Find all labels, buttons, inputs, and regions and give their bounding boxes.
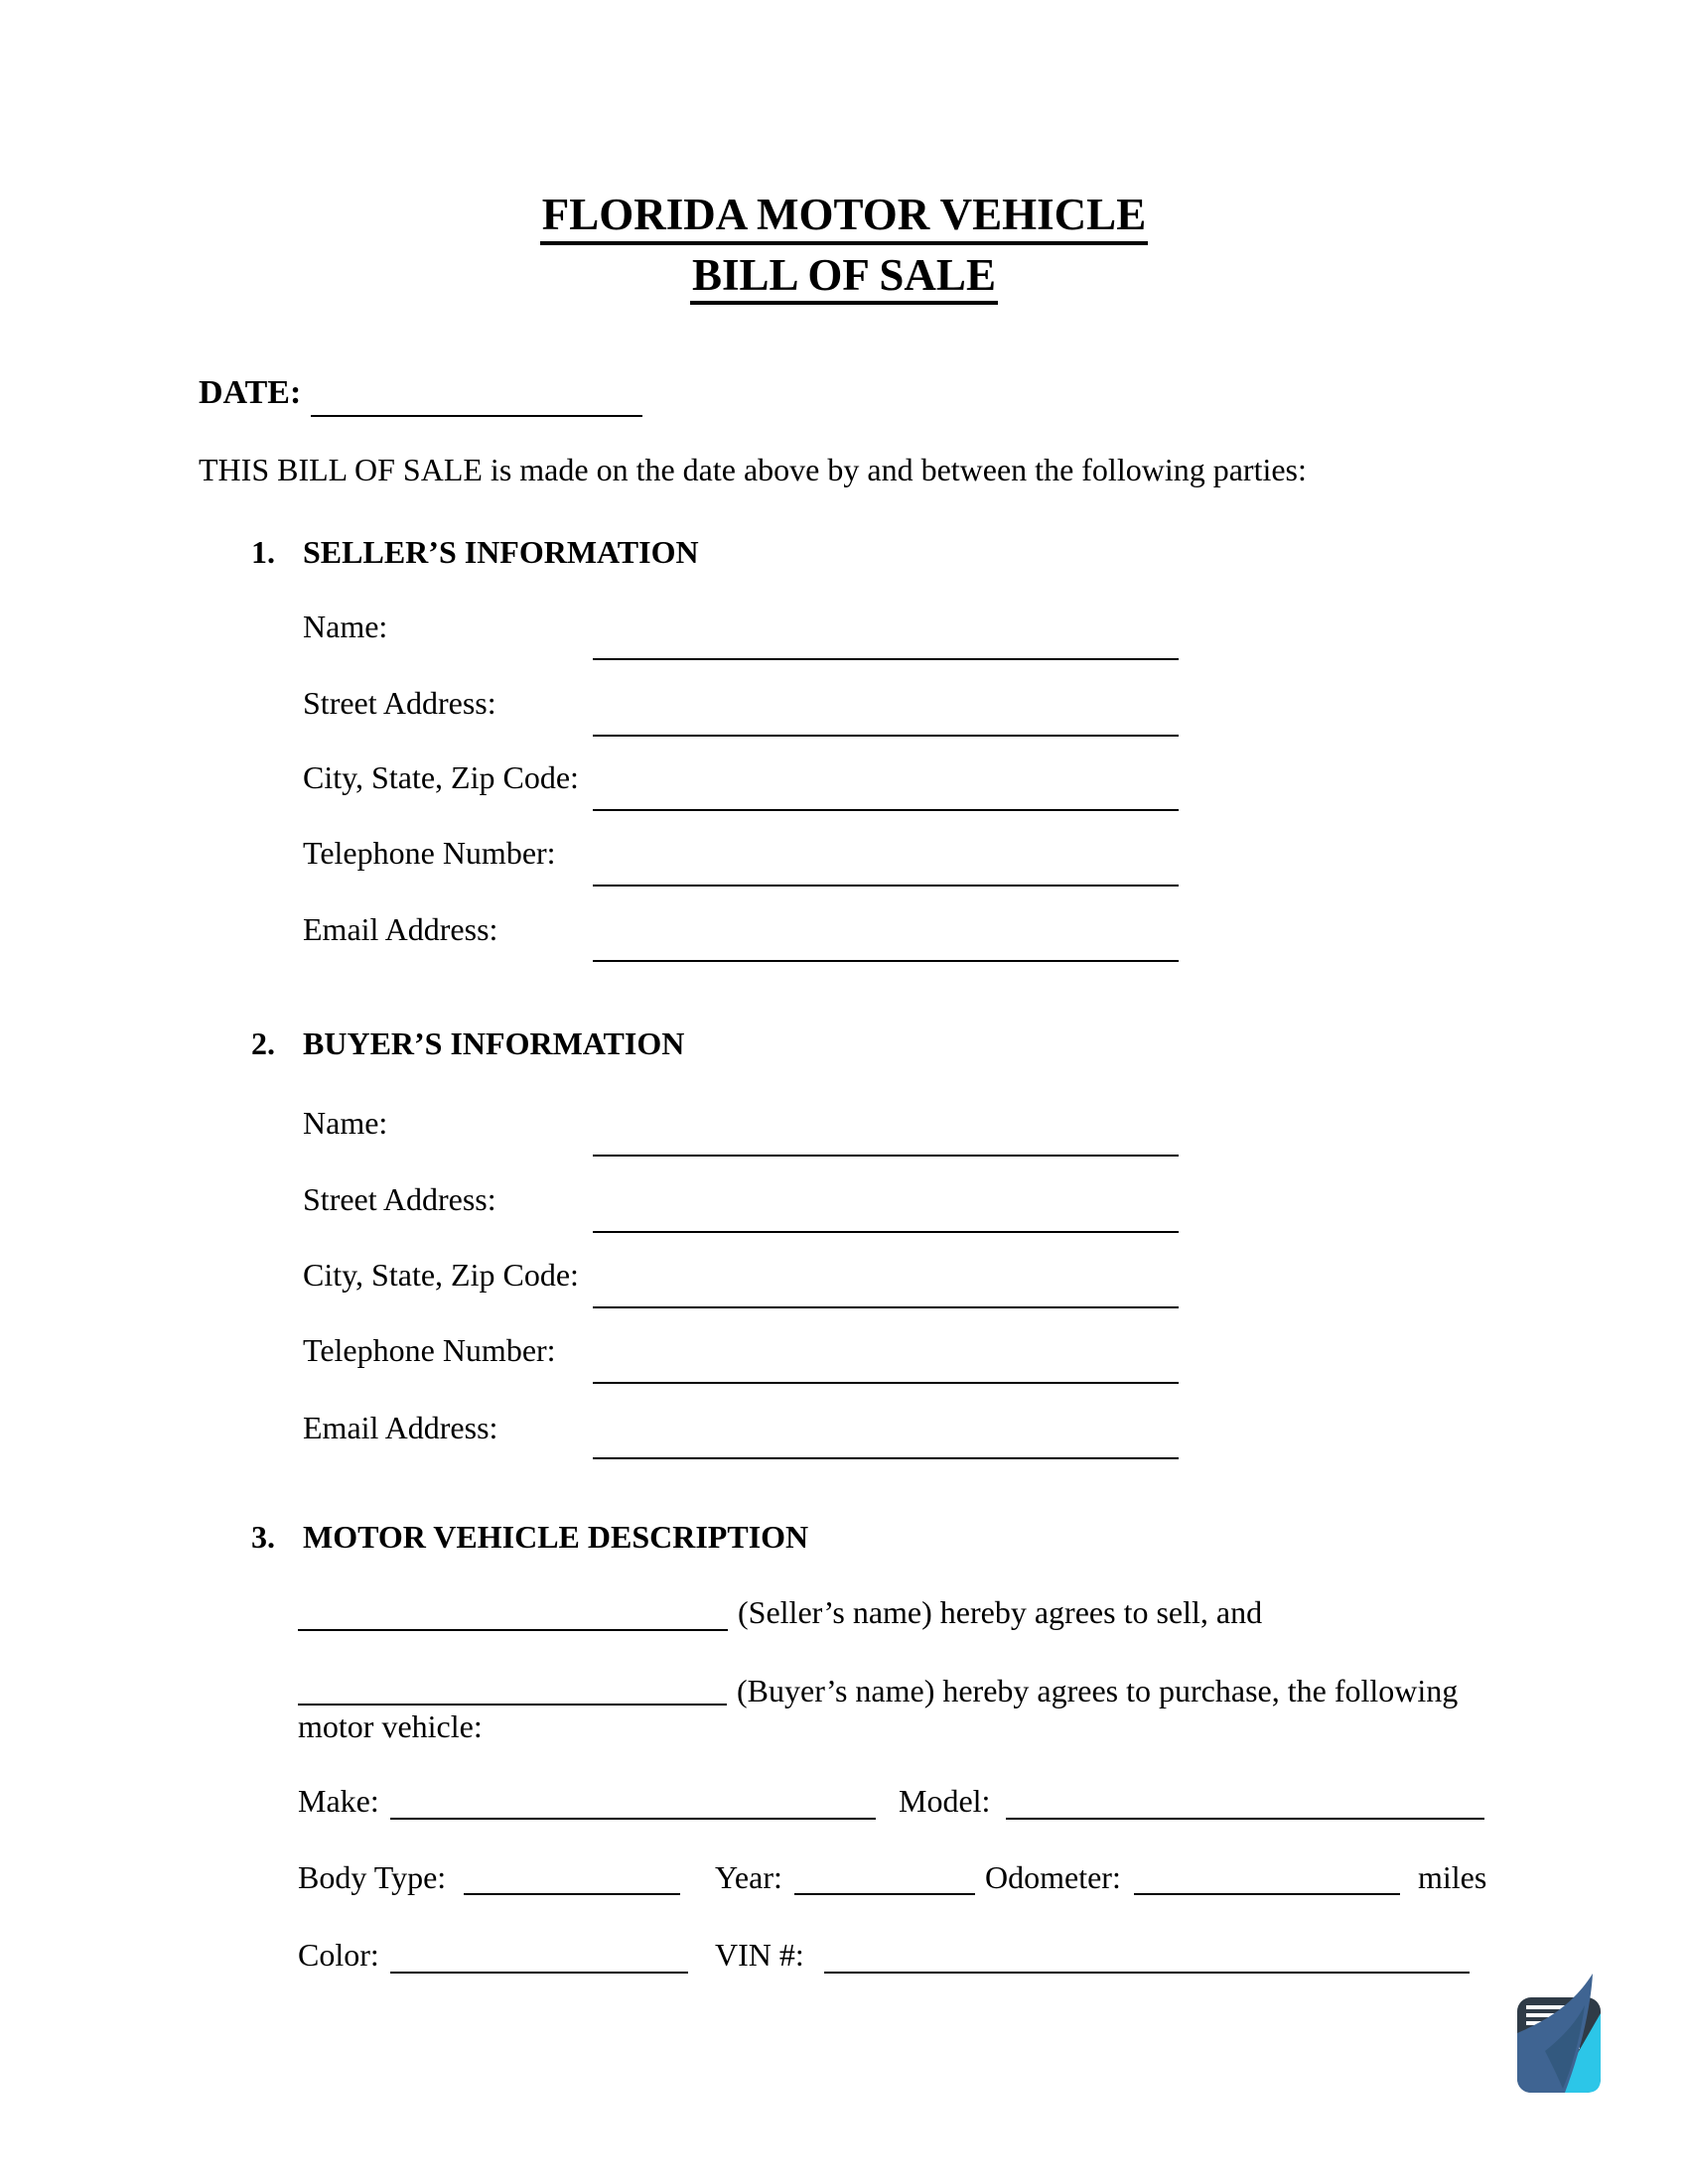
make-line[interactable] <box>390 1818 876 1820</box>
miles-suffix: miles <box>1418 1859 1487 1895</box>
seller-telephone-label: Telephone Number: <box>303 835 556 871</box>
buyer-city-state-zip-label: City, State, Zip Code: <box>303 1257 579 1293</box>
buyer-agrees-text: (Buyer’s name) hereby agrees to purchase, the following <box>737 1673 1459 1708</box>
buyer-name-blank-line[interactable] <box>298 1704 727 1706</box>
section-2-title: BUYER’S INFORMATION <box>303 1025 685 1061</box>
seller-city-state-zip-line[interactable] <box>593 809 1179 811</box>
seller-email-label: Email Address: <box>303 911 498 947</box>
buyer-email-line[interactable] <box>593 1457 1179 1459</box>
date-field-line[interactable] <box>311 415 642 417</box>
document-title <box>0 191 1688 311</box>
vin-line[interactable] <box>824 1972 1470 1974</box>
seller-name-label: Name: <box>303 609 388 644</box>
seller-agrees-text: (Seller’s name) hereby agrees to sell, and <box>738 1594 1263 1630</box>
seller-street-line[interactable] <box>593 735 1179 737</box>
section-2-heading <box>251 1026 684 1061</box>
seller-name-line[interactable] <box>593 658 1179 660</box>
section-1-title: SELLER’S INFORMATION <box>303 534 699 570</box>
make-label: Make: <box>298 1783 379 1819</box>
seller-street-label: Street Address: <box>303 685 496 721</box>
title-line-2: BILL OF SALE <box>690 251 998 306</box>
section-1-heading <box>251 535 699 570</box>
motor-vehicle-continuation: motor vehicle: <box>298 1708 483 1744</box>
body-type-line[interactable] <box>464 1893 680 1895</box>
buyer-name-label: Name: <box>303 1105 388 1141</box>
intro-text: THIS BILL OF SALE is made on the date above by and between the following parties: <box>199 452 1307 487</box>
buyer-telephone-label: Telephone Number: <box>303 1332 556 1368</box>
buyer-name-line[interactable] <box>593 1155 1179 1157</box>
buyer-street-line[interactable] <box>593 1231 1179 1233</box>
section-1-number: 1. <box>251 534 275 570</box>
title-line-1: FLORIDA MOTOR VEHICLE <box>540 191 1148 245</box>
color-label: Color: <box>298 1937 379 1973</box>
seller-name-blank-line[interactable] <box>298 1629 728 1631</box>
odometer-label: Odometer: <box>985 1859 1121 1895</box>
model-label: Model: <box>899 1783 991 1819</box>
section-3-heading <box>251 1520 808 1555</box>
buyer-street-label: Street Address: <box>303 1181 496 1217</box>
vin-label: VIN #: <box>715 1937 804 1973</box>
body-type-label: Body Type: <box>298 1859 447 1895</box>
odometer-line[interactable] <box>1134 1893 1400 1895</box>
year-label: Year: <box>715 1859 782 1895</box>
year-line[interactable] <box>794 1893 975 1895</box>
buyer-telephone-line[interactable] <box>593 1382 1179 1384</box>
section-2-number: 2. <box>251 1025 275 1061</box>
buyer-city-state-zip-line[interactable] <box>593 1306 1179 1308</box>
section-3-title: MOTOR VEHICLE DESCRIPTION <box>303 1519 809 1555</box>
buyer-email-label: Email Address: <box>303 1410 498 1445</box>
document-swoosh-logo <box>1517 1972 1601 2093</box>
color-line[interactable] <box>390 1972 688 1974</box>
section-3-number: 3. <box>251 1519 275 1555</box>
seller-email-line[interactable] <box>593 960 1179 962</box>
model-line[interactable] <box>1006 1818 1484 1820</box>
seller-city-state-zip-label: City, State, Zip Code: <box>303 759 579 795</box>
date-label: DATE: <box>199 374 302 411</box>
seller-telephone-line[interactable] <box>593 885 1179 887</box>
